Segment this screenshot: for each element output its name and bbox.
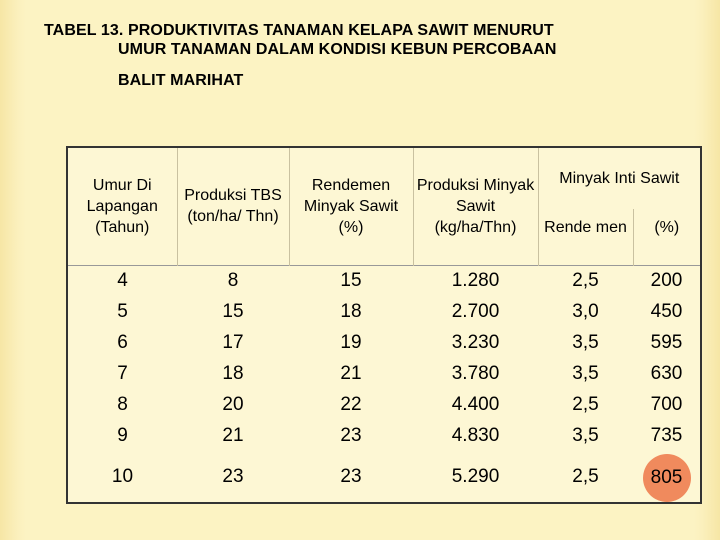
cell-rendemen: 18: [340, 301, 362, 322]
cell-persen-inti: 700: [650, 394, 683, 415]
cell-persen-inti: 200: [650, 270, 683, 291]
cell-produksi-tbs: 20: [222, 394, 244, 415]
cell-rendemen-inti: 2,5: [572, 270, 599, 291]
cell-produksi-tbs: 18: [222, 363, 244, 384]
table-row: [67, 359, 701, 390]
cell-produksi-minyak: 5.290: [451, 465, 500, 487]
cell-produksi-tbs: 15: [222, 301, 244, 322]
cell-persen-inti: 595: [650, 332, 683, 353]
table-row: [67, 265, 701, 297]
cell-produksi-minyak: 3.230: [451, 332, 500, 353]
left-edge-decoration: [0, 0, 26, 540]
cell-produksi-tbs: 21: [222, 425, 244, 446]
cell-umur: 6: [117, 332, 128, 353]
cell-rendemen: 21: [340, 363, 362, 384]
cell-umur: 8: [117, 394, 128, 415]
cell-produksi-tbs: 17: [222, 332, 244, 353]
cell-persen-inti: 630: [650, 363, 683, 384]
table-row: [67, 452, 701, 503]
cell-rendemen-inti: 3,5: [572, 332, 599, 353]
header-produksi-tbs: Produksi TBS (ton/ha/ Thn): [177, 147, 289, 265]
title-line-3: BALIT MARIHAT: [118, 72, 244, 89]
header-umur: Umur Di Lapangan (Tahun): [67, 147, 177, 265]
header-persen-sub: (%): [654, 219, 680, 236]
cell-produksi-minyak: 2.700: [451, 301, 500, 322]
cell-umur: 9: [117, 425, 128, 446]
cell-rendemen: 19: [340, 332, 362, 353]
cell-produksi-minyak: 4.830: [451, 425, 500, 446]
title-line-2: UMUR TANAMAN DALAM KONDISI KEBUN PERCOBAAN: [118, 41, 557, 58]
table-row: [67, 328, 701, 359]
cell-produksi-tbs: 23: [222, 465, 244, 487]
cell-produksi-minyak: 4.400: [451, 394, 500, 415]
cell-rendemen-inti: 2,5: [572, 465, 599, 487]
cell-produksi-minyak: 1.280: [451, 270, 500, 291]
cell-umur: 5: [117, 301, 128, 322]
cell-persen-inti: 450: [650, 301, 683, 322]
header-rendemen: Rendemen Minyak Sawit (%): [289, 147, 413, 265]
header-produksi-minyak: Produksi Minyak Sawit (kg/ha/Thn): [413, 147, 538, 265]
cell-rendemen: 23: [340, 425, 362, 446]
cell-produksi-minyak: 3.780: [451, 363, 500, 384]
table-row: [67, 297, 701, 328]
cell-persen-inti: 735: [650, 425, 683, 446]
cell-rendemen: 22: [340, 394, 362, 415]
cell-umur: 7: [117, 363, 128, 384]
cell-umur: 4: [117, 270, 128, 291]
productivity-table: [66, 146, 702, 504]
cell-umur: 10: [111, 465, 134, 487]
cell-persen-inti-highlighted: [633, 452, 701, 503]
highlight-circle: 805: [643, 454, 691, 502]
cell-rendemen-inti: 3,5: [572, 425, 599, 446]
table-row: [67, 421, 701, 452]
cell-rendemen-inti: 3,0: [572, 301, 599, 322]
cell-rendemen: 15: [340, 270, 362, 291]
header-minyak-inti: Minyak Inti Sawit: [559, 170, 680, 187]
cell-rendemen-inti: 3,5: [572, 363, 599, 384]
table-row: [67, 390, 701, 421]
cell-produksi-tbs: 8: [227, 270, 239, 291]
title-line-1: TABEL 13. PRODUKTIVITAS TANAMAN KELAPA SAWIT MENURUT: [44, 22, 554, 39]
header-rendemen-sub: Rende men: [538, 209, 633, 265]
cell-rendemen-inti: 2,5: [572, 394, 599, 415]
cell-rendemen: 23: [340, 465, 362, 487]
